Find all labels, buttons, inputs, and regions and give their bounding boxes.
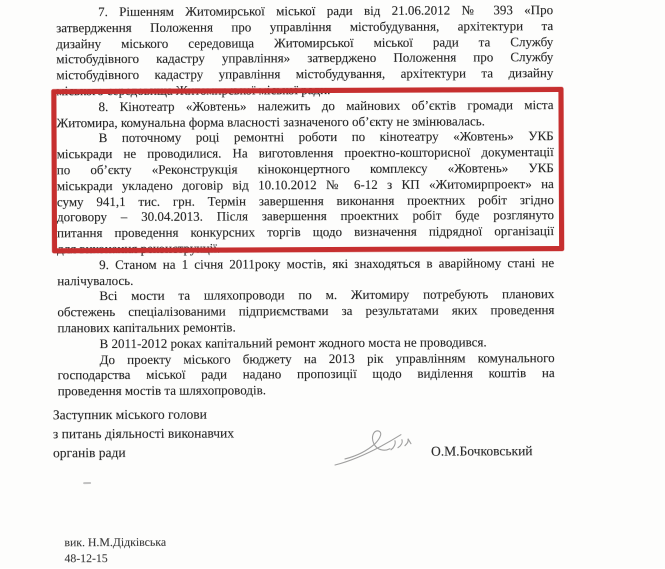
text-line: питання проведення конкурсних торгів щодо визначення підрядної організації	[56, 223, 555, 241]
text-line: проведення мостів та шляхопроводів.	[57, 382, 266, 399]
text-line: дизайну міського середовища Житомирської міської ради та Службу	[56, 33, 554, 51]
text-line: договору – 30.04.2013. Після завершення проектних робіт буде розглянуто	[56, 207, 554, 225]
text-line: 9. Станом на 1 січня 2011року мостів, які знаходяться в аварійному стані не	[99, 254, 555, 272]
signature-block	[53, 404, 234, 462]
text-line: господарства міської ради надано пропозиції щодо виділення коштів на	[57, 365, 555, 383]
signature-title-line-3: органів ради	[52, 444, 126, 461]
text-line: по об’єкту «Реконструкція кіноконцертного комплексу «Жовтень» УКБ	[56, 160, 554, 178]
text-line: налічувалось.	[57, 272, 134, 288]
text-line: Всі мости та шляхопроводи по м. Житомиру потребують планових	[99, 286, 555, 304]
text-line: обстежень спеціалізованими підприємствами за результатами яких проведення	[57, 302, 555, 320]
signature-title-line-2: з питань діяльності виконавчих	[52, 425, 235, 442]
text-line: для виконання реконструкції.	[57, 240, 221, 257]
footer-block	[64, 535, 166, 566]
text-line: міськради укладено договір від 10.10.2012 № 6-12 з КП «Житомирпроект» на	[56, 175, 554, 193]
text-line: До проекту міського бюджету на 2013 рік управлінням комунального	[99, 349, 555, 367]
executor-phone: 48-12-15	[64, 550, 108, 565]
text-line: 8. Кінотеатр «Жовтень» належить до майнових об’єктів громади міста	[98, 96, 554, 114]
text-line: 7. Рішенням Житомирської міської ради від 21.06.2012 № 393 «Про	[98, 2, 554, 20]
signer-name: О.М.Бочковський	[430, 443, 533, 459]
document-body	[56, 2, 555, 399]
text-line: містобудівного кадастру управління» затверджено Положення про Службу	[56, 49, 554, 67]
signature-title-line-1: Заступник міського голови	[52, 406, 207, 423]
scan-artifact-mark	[83, 482, 91, 484]
text-line: міського середовища Житомирської міської ради.	[56, 81, 331, 99]
text-line: В поточному році ремонтні роботи по кінотеатру «Жовтень» УКБ	[98, 128, 554, 146]
text-line: Житомира, комунальна форма власності зазначеного об’єкту не змінювалась.	[56, 112, 485, 130]
text-line: планових капітальних ремонтів.	[57, 319, 236, 336]
executor-name: вик. Н.М.Дідківська	[64, 534, 167, 550]
handwritten-signature	[329, 423, 429, 471]
text-line: суму 941,1 тис. грн. Термін завершення виконання проектних робіт згідно	[56, 191, 554, 209]
text-line: містобудівного кадастру управління містобудування, архітектури та дизайну	[56, 65, 554, 83]
text-line: затвердження Положення про управління містобудування, архітектури та	[56, 17, 554, 36]
text-line: В 2011-2012 роках капітальний ремонт жодного моста не проводився.	[99, 334, 487, 351]
text-line: міськради не проводилися. На виготовлення проектно-кошторисної документації	[56, 144, 554, 162]
